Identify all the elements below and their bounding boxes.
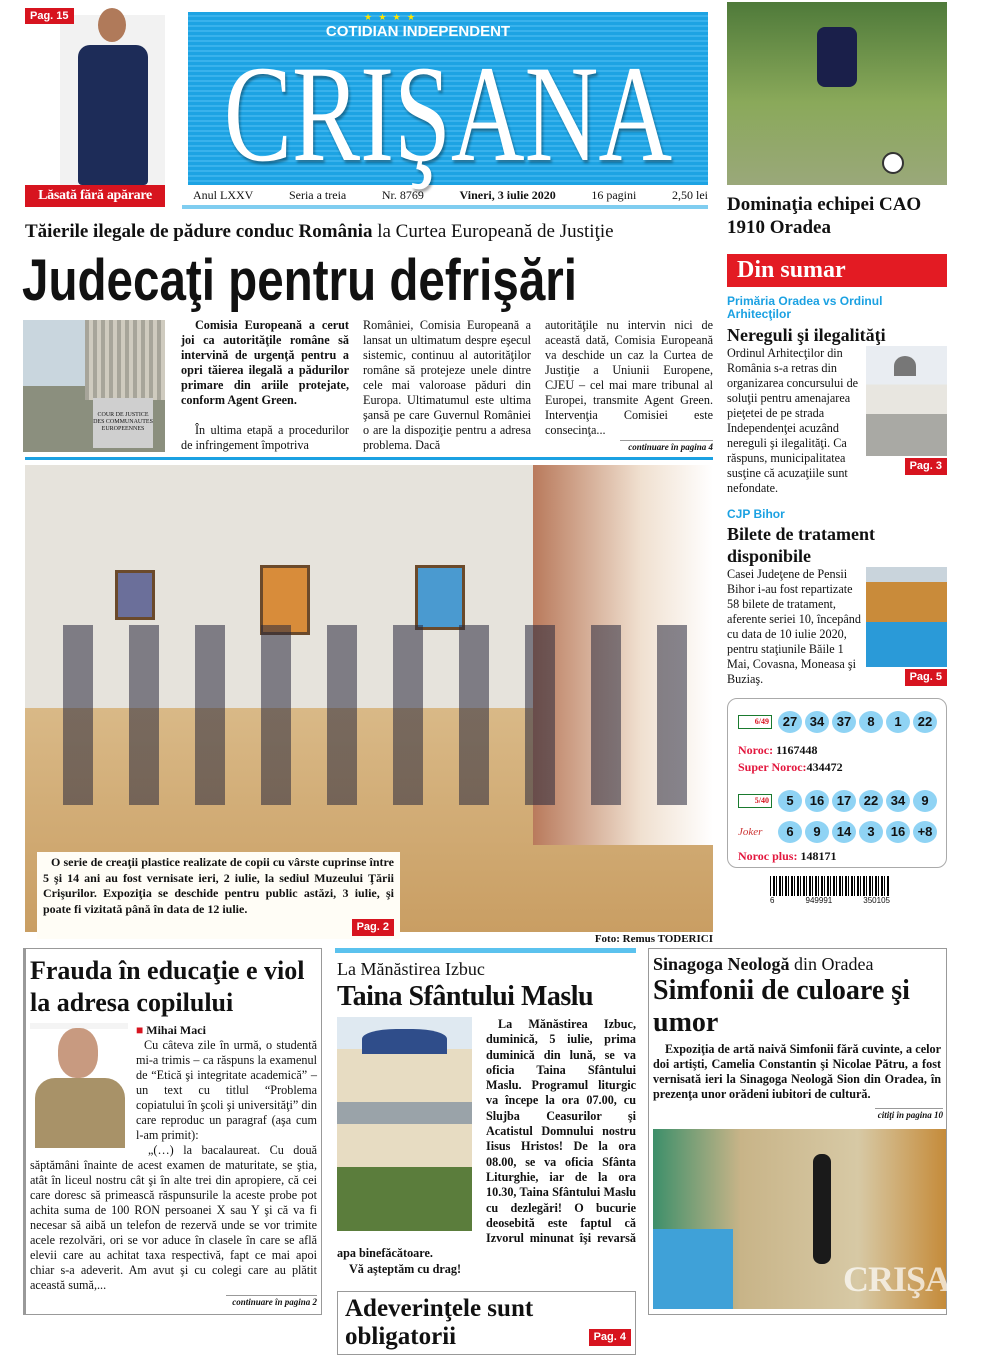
masthead-title: CRIŞANA: [223, 37, 673, 190]
barcode: 6 949991 350105: [770, 876, 890, 906]
summary-text: Casei Judeţene de Pensii Bihor i-au fost repartizate 58 bilete de tratament, aferente seriei 10, începând cu data de 10 iulie 2020, pentru staţiunile Băile 1 Mai, Covasna, Moneasa şi Buziaş.: [727, 567, 861, 686]
teaser-headline[interactable]: Dominaţia echipei CAO 1910 Oradea: [727, 194, 922, 238]
teaser-photo-football[interactable]: [727, 2, 947, 185]
summary-kicker: CJP Bihor: [727, 507, 785, 521]
summary-item[interactable]: [727, 295, 947, 496]
article-headline: Frauda în educaţie e viol la adresa copilului: [30, 956, 305, 1017]
court-photo[interactable]: [23, 320, 165, 452]
article-text: Expoziţia de artă naivă Simfonii fără cuvinte, a celor doi artişti, Camelia Constantin şi Nicolae Pătru, a fost vernisată ieri la Sinagoga Neologă Sion din Oradea, în prezenţa unor orădeni iubitori de cultură.: [653, 1042, 941, 1101]
pool-photo-wrap: [866, 567, 947, 686]
photo-credit: Foto: Remus TODERICI: [594, 933, 713, 945]
author-photo: [30, 1023, 128, 1148]
numbers-joker: 6 9 14 3 16 +8: [778, 821, 940, 843]
article-headline: Simfonii de culoare şi umor: [653, 975, 910, 1038]
exhibition-visitors-photo: [653, 1129, 1000, 1309]
author: ■ Mihai Maci: [136, 1023, 206, 1037]
page-badge: Pag. 4: [589, 1329, 631, 1346]
lead-col-1: [181, 318, 349, 453]
summary-headline: Bilete de tratament disponibile: [727, 524, 875, 566]
article-text: Cu câteva zile în urmă, o studentă mi-a trimis – ca răspuns la examenul de “Etică şi integritate academică” – un text cu titlul “Problema copiatului în şcoli şi universităţi” din care reproduc un paragraf (aşa cum l-am primit):: [136, 1038, 317, 1142]
price: 2,50 lei: [671, 188, 708, 202]
article-text: La Mănăstirea Izbuc, duminică, 5 iulie, prima duminică din lună, se va oficia Taina Sfântului Maslu. Programul liturgic va începe la ora 07.00, cu Slujba Ceasurilor şi Acatistul Domnului nostru Iisus Hristos! De la ora 08.00, se va oficia Sfânta Liturghie, iar de la ora 10.30, Taina Sfântului Maslu cu dezlegări! O bucurie deosebită este faptul că Izvorul minunat îşi revarsă apa binefăcătoare. Vă aşteptăm cu drag!: [337, 1017, 636, 1276]
issue-number: Nr. 8769: [381, 188, 424, 202]
lead-intro: Comisia Europeană a cerut joi ca autorităţile române să intervină de urgenţă pentru a opri tăierea ilegală a pădurilor primare din ariile protejate, conform Agent Green.: [181, 318, 349, 407]
lead-headline[interactable]: Judecaţi pentru defrişări: [22, 248, 578, 313]
article-izbuc[interactable]: [337, 958, 636, 1355]
divider: [25, 457, 713, 460]
summary-headline: Nereguli şi ilegalităţi: [727, 325, 886, 345]
date: Vineri, 3 iulie 2020: [459, 188, 556, 202]
summary-kicker: Primăria Oradea vs Ordinul Arhitecţilor: [727, 294, 883, 321]
synagogue-photo: [866, 346, 947, 456]
kicker-rest: la Curtea Europeană de Justiţie: [372, 221, 614, 242]
article-fraud[interactable]: [23, 948, 322, 1315]
noroc-plus: Noroc plus: 148171: [738, 849, 837, 863]
series: Seria a treia: [288, 188, 347, 202]
teaser-headline: Adeverinţele sunt obligatorii: [345, 1295, 534, 1351]
court-sign: COUR DE JUSTICE DES COMMUNAUTES EUROPEENNES: [93, 398, 153, 448]
page-badge: Pag. 5: [905, 669, 947, 686]
page-badge: Pag. 2: [352, 919, 394, 936]
synagogue-photo-wrap: [866, 346, 947, 475]
masthead-logo[interactable]: [188, 12, 708, 190]
noroc: Noroc: 1167448: [738, 743, 818, 757]
continue-link[interactable]: citiţi în pagina 10: [875, 1108, 943, 1121]
numbers-649: 27 34 37 8 1 22: [778, 711, 940, 733]
divider: [182, 205, 708, 209]
summary-item[interactable]: [727, 508, 947, 688]
watermark: CRIŞANA: [843, 1259, 1000, 1299]
lottery-results: [727, 698, 947, 868]
masthead-info: [193, 188, 708, 203]
continue-link[interactable]: continuare în pagina 4: [620, 440, 713, 453]
photo-caption: O serie de creaţii plastice realizate de copii cu vârste cuprinse între 5 şi 14 ani au fost vernisate ieri, 2 iulie, la sediul Muzeului Ţării Crişurilor. Expoziţia se deschide pentru public astăzi, 3 iulie, şi poate fi vizitată până în data de 12 iulie.: [43, 855, 394, 916]
summary-text: Ordinul Arhitecţilor din România s-a retras din organizarea concursului de soluţii pentru amenajarea pieţetei de pe strada Independenţei acuzând nereguli şi ilegalităţi. Ca răspuns, municipalitatea susţine că acuzaţiile sunt nefondate.: [727, 346, 859, 495]
year: Anul LXXV: [193, 188, 254, 202]
eu-stars-icon: ★ ★ ★ ★: [364, 12, 418, 22]
page-badge: Pag. 3: [905, 458, 947, 475]
article-kicker: Sinagoga Neologă din Oradea: [653, 954, 874, 974]
numbers-540: 5 16 17 22 34 9: [778, 790, 940, 812]
lead-kicker: [25, 221, 614, 243]
article-sinagoga[interactable]: [648, 948, 1000, 1315]
summary-column: [727, 254, 947, 906]
super-noroc: Super Noroc:434472: [738, 760, 843, 774]
monastery-photo: [337, 1017, 472, 1231]
divider: [335, 948, 636, 953]
lotto-649-logo: 6/49: [738, 715, 772, 729]
pool-photo: [866, 567, 947, 667]
lead-col-3-wrap: [545, 318, 713, 453]
lead-col-3: autorităţile nu intervin nici de această dată, Comisia Europeană va deschide un caz la Curtea de Justiţie a Uniunii Europene, CJEU – cel mai mare tribunal al Europei, transmite Agent Green. Intervenţia Comisiei este consecinţa...: [545, 318, 713, 437]
pages: 16 pagini: [591, 188, 637, 202]
photo-caption-box: [37, 852, 400, 939]
page-badge: Pag. 15: [25, 8, 74, 24]
lead-text: În ultima etapă a procedurilor de infringement împotriva: [181, 423, 349, 452]
continue-link[interactable]: continuare în pagina 2: [226, 1295, 317, 1308]
article-text: „(…) la bacalaureat. Cu două săptămâni înainte de acest examen de maturitate, se ştia, atât în liceul nostru cât şi în alte trei din apropiere, că cei care doresc să primească răspunsurile la aceste probe pot achita suma de 100 RON persoanei X sau Y şi că va fi necesar să aibă un telefon de rezervă unde se vor trimite acele rezolvări, ori se vor aduce în clasele în care se află elevii care au achitat taxa respectivă, fapt ce mai apoi chiar s-a adeverit. Am avut şi cu colegi care au plătit această sumă,...: [30, 1143, 317, 1292]
masthead-tagline: COTIDIAN INDEPENDENT: [325, 23, 511, 40]
lead-col-2: României, Comisia Europeană a lansat un ultimatum despre eşecul sistemic, continuu al autorităţilor române să protejeze unele dintre cele mai valoroase păduri din Europa. Ultimatumul este ultima şansă pe care Guvernul României o are la dispoziţie pentru a adresa problema. Dacă: [363, 318, 531, 452]
lotto-540-logo: 5/40: [738, 794, 772, 808]
teaser-photo-woman[interactable]: [60, 0, 165, 185]
kicker-bold: Tăierile ilegale de pădure conduc România: [25, 221, 373, 242]
joker-logo: Joker: [738, 826, 763, 838]
teaser-adeverinte[interactable]: [337, 1291, 636, 1355]
article-headline: Taina Sfântului Maslu: [337, 981, 594, 1012]
teaser-caption[interactable]: Lăsată fără apărare: [25, 185, 165, 207]
summary-title: Din sumar: [727, 254, 947, 287]
article-kicker: La Mănăstirea Izbuc: [337, 959, 485, 979]
